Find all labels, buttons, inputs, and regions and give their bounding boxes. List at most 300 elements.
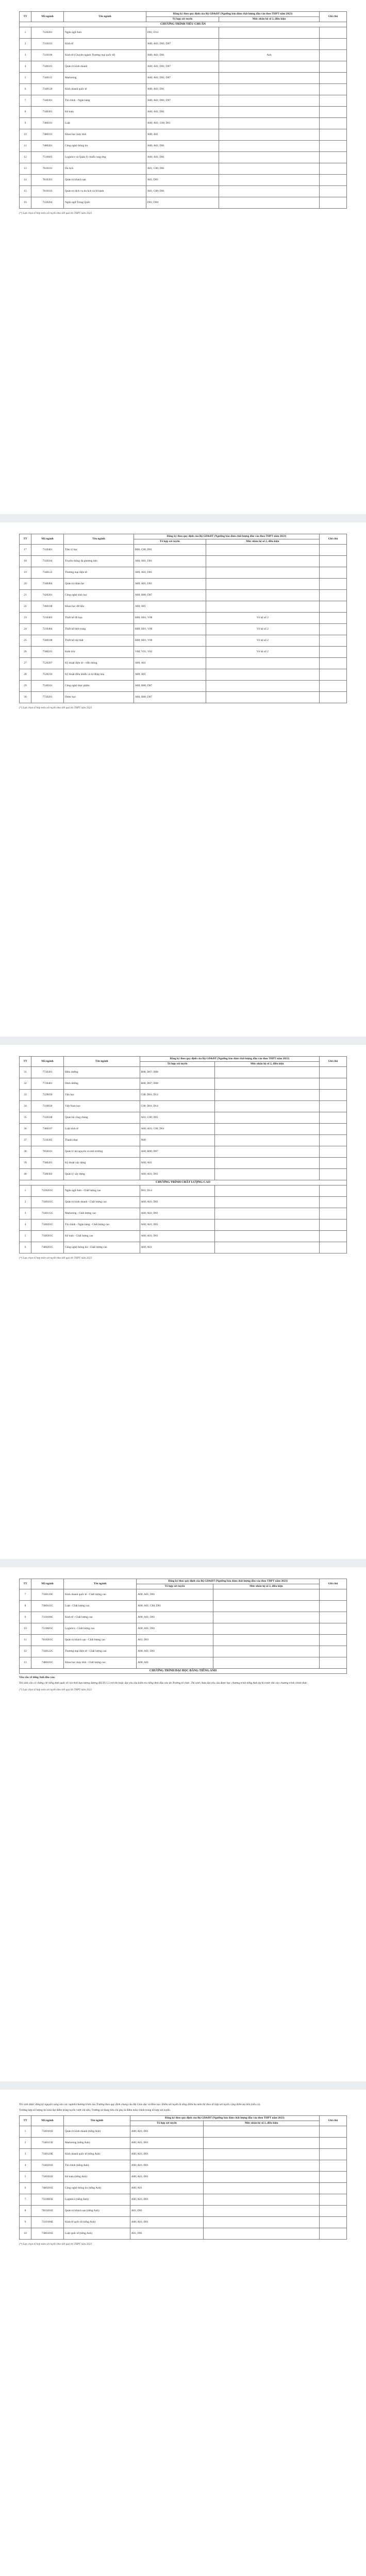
cell-threshold bbox=[219, 39, 320, 50]
cell-threshold bbox=[215, 1146, 320, 1157]
cell-stt: 4 bbox=[20, 2160, 31, 2171]
cell-name: Việt Nam học bbox=[64, 1100, 140, 1112]
col-threshold: Mức nhân hệ số 2, điều kiện bbox=[204, 2121, 320, 2126]
cell-name: Ngôn ngữ Anh bbox=[64, 27, 146, 39]
cell-threshold bbox=[219, 118, 320, 129]
cell-name: Kinh doanh quốc tế - Chất lượng cao bbox=[64, 1589, 137, 1600]
cell-note bbox=[320, 163, 347, 175]
page-1-content bbox=[19, 11, 347, 215]
table-row bbox=[20, 2216, 347, 2228]
cell-name: Thiết kế thời trang bbox=[64, 623, 134, 635]
cell-threshold bbox=[204, 2228, 320, 2239]
col-note: Ghi chú bbox=[320, 1579, 347, 1589]
cell-code: 7310101 bbox=[31, 39, 64, 50]
cell-note bbox=[320, 1231, 347, 1242]
cell-note bbox=[320, 107, 347, 118]
cell-threshold bbox=[219, 163, 320, 175]
cell-code: 7220201C bbox=[31, 1185, 64, 1197]
cell-threshold bbox=[215, 1231, 320, 1242]
cell-combo: A01; C00; D01 bbox=[140, 1112, 215, 1123]
cell-threshold bbox=[204, 2182, 320, 2194]
cell-note bbox=[320, 555, 347, 567]
cell-note bbox=[320, 2137, 347, 2148]
cell-stt: 9 bbox=[20, 2216, 31, 2228]
cell-threshold bbox=[204, 2194, 320, 2205]
cell-combo: A00; A01 bbox=[134, 669, 206, 680]
cell-threshold: Vẽ hệ số 2 bbox=[206, 612, 319, 623]
cell-threshold bbox=[215, 1197, 320, 1208]
cell-note bbox=[320, 2126, 347, 2137]
cell-combo: A00; A01; D01 bbox=[140, 1231, 215, 1242]
cell-note bbox=[320, 129, 347, 141]
table-row bbox=[20, 1623, 347, 1634]
cell-stt: 15 bbox=[20, 186, 31, 197]
cell-code: 7220201 bbox=[31, 27, 64, 39]
cell-name: Tài chính (tiếng Anh) bbox=[64, 2160, 130, 2171]
table-row bbox=[20, 118, 347, 129]
cell-combo: A00; A01; D01 bbox=[130, 2126, 204, 2137]
cell-code: 7420201 bbox=[31, 589, 64, 601]
cell-stt: 12 bbox=[20, 1646, 31, 1657]
program-table-5 bbox=[19, 2115, 347, 2240]
cell-stt: 4 bbox=[20, 61, 31, 73]
cell-combo: D01; D14 bbox=[140, 1185, 215, 1197]
section-heading: CHƯƠNG TRÌNH CHẤT LƯỢNG CAO bbox=[20, 1180, 347, 1185]
cell-combo: A00; A01; D01; D07 bbox=[146, 73, 219, 84]
table-row bbox=[20, 27, 347, 39]
cell-note bbox=[320, 1612, 347, 1623]
cell-stt: 8 bbox=[20, 2205, 31, 2216]
col-note: Ghi chú bbox=[320, 12, 347, 22]
cell-note bbox=[320, 141, 347, 152]
col-top: Đăng ký theo quy định của Bộ GD&ĐT (Ngưỡng bảo đảm chất lượng đầu vào theo THPT năm 2023) bbox=[130, 2116, 319, 2121]
cell-stt: 21 bbox=[20, 589, 31, 601]
table-row bbox=[20, 2194, 347, 2205]
cell-note bbox=[320, 186, 347, 197]
cell-code: 7510605E bbox=[31, 2194, 64, 2205]
cell-note bbox=[320, 2228, 347, 2239]
cell-combo: H00; H01; V00 bbox=[134, 612, 206, 623]
footnote: (*) Lựa chọn tổ hợp môn xét tuyển theo kết quả thi THPT năm 2023 bbox=[19, 706, 92, 709]
cell-name: Dược học bbox=[64, 691, 134, 703]
col-name: Tên ngành bbox=[64, 534, 134, 545]
cell-threshold bbox=[204, 2171, 320, 2182]
cell-code: 7510605C bbox=[31, 1623, 64, 1634]
cell-combo: A00; A01; D01 bbox=[140, 1168, 215, 1180]
col-note: Ghi chú bbox=[320, 534, 347, 545]
cell-combo: A00; A01; D01 bbox=[130, 2137, 204, 2148]
cell-stt: 37 bbox=[20, 1134, 31, 1146]
col-combo: Tổ hợp xét tuyển bbox=[130, 2121, 204, 2126]
cell-code: 7480101 bbox=[31, 129, 64, 141]
cell-stt: 17 bbox=[20, 544, 31, 555]
cell-threshold bbox=[215, 1089, 320, 1100]
cell-code: 7720201 bbox=[31, 691, 64, 703]
cell-stt: 10 bbox=[20, 129, 31, 141]
cell-note bbox=[320, 1219, 347, 1231]
col-combo: Tổ hợp xét tuyển bbox=[140, 1061, 215, 1066]
table-row bbox=[20, 39, 347, 50]
col-name: Tên ngành bbox=[64, 1579, 137, 1589]
cell-combo: A01; D01 bbox=[137, 1634, 213, 1646]
cell-threshold bbox=[219, 27, 320, 39]
cell-note bbox=[320, 669, 347, 680]
cell-code: 7810103 bbox=[31, 186, 64, 197]
cell-code: 7720301 bbox=[31, 1066, 64, 1078]
cell-name: Luật quốc tế (tiếng Anh) bbox=[64, 2228, 130, 2239]
cell-combo: A00; A01; D01; D07 bbox=[146, 39, 219, 50]
table-row bbox=[20, 107, 347, 118]
cell-name: Quan hệ công chúng bbox=[64, 1112, 140, 1123]
cell-code: 7720401 bbox=[31, 1078, 64, 1089]
page-gap bbox=[0, 1037, 366, 1045]
cell-code: 7340122 bbox=[31, 567, 64, 578]
cell-note bbox=[320, 84, 347, 95]
cell-stt: 27 bbox=[20, 657, 31, 669]
cell-combo: A00; A01; C00; D01 bbox=[140, 1123, 215, 1134]
cell-stt: 10 bbox=[20, 2228, 31, 2239]
cell-name: Quản lý xây dựng bbox=[64, 1168, 140, 1180]
cell-stt: 11 bbox=[20, 1634, 31, 1646]
table-row bbox=[20, 1123, 347, 1134]
table-row bbox=[20, 1208, 347, 1219]
table-row bbox=[20, 1231, 347, 1242]
cell-combo: A00; A01; D01 bbox=[146, 50, 219, 61]
section-heading: CHƯƠNG TRÌNH ĐẠI HỌC BẰNG TIẾNG ANH bbox=[20, 1668, 347, 1674]
table-row bbox=[20, 646, 347, 657]
cell-note bbox=[320, 73, 347, 84]
cell-code: 7380101C bbox=[31, 1600, 64, 1612]
cell-note bbox=[320, 2194, 347, 2205]
cell-combo: A00; A01 bbox=[134, 601, 206, 612]
cell-note bbox=[320, 2216, 347, 2228]
cell-name: Tài chính - Ngân hàng - Chất lượng cao bbox=[64, 1219, 140, 1231]
cell-combo: A00; A01; D01 bbox=[137, 1646, 213, 1657]
cell-stt: 29 bbox=[20, 680, 31, 691]
cell-combo: A00; A01; D01; D07 bbox=[146, 61, 219, 73]
cell-note bbox=[320, 623, 347, 635]
col-note: Ghi chú bbox=[320, 1057, 347, 1067]
table-row bbox=[20, 2137, 347, 2148]
table-row bbox=[20, 186, 347, 197]
col-top: Đăng ký theo quy định của Bộ GD&ĐT (Ngưỡng bảo đảm chất lượng đầu vào theo THPT năm 2023) bbox=[140, 1057, 319, 1062]
cell-stt: 12 bbox=[20, 152, 31, 163]
cell-name: Thương mại điện tử - Chất lượng cao bbox=[64, 1646, 137, 1657]
cell-code: 7310401 bbox=[31, 544, 64, 555]
cell-stt: 8 bbox=[20, 1600, 31, 1612]
table-row bbox=[20, 544, 347, 555]
table-row bbox=[20, 1242, 347, 1253]
cell-note bbox=[320, 61, 347, 73]
cell-note bbox=[320, 2205, 347, 2216]
cell-threshold bbox=[213, 1634, 319, 1646]
cell-note bbox=[320, 657, 347, 669]
page-4 bbox=[0, 1567, 366, 2081]
table-row bbox=[20, 612, 347, 623]
cell-name: Điều dưỡng bbox=[64, 1066, 140, 1078]
cell-combo: A00; A01 bbox=[134, 657, 206, 669]
cell-stt: 26 bbox=[20, 646, 31, 657]
cell-combo: B00; D07; D08 bbox=[140, 1078, 215, 1089]
cell-name: Luật bbox=[64, 118, 146, 129]
cell-threshold bbox=[213, 1623, 319, 1634]
cell-note bbox=[320, 2148, 347, 2160]
cell-code: 7340404 bbox=[31, 578, 64, 589]
cell-note bbox=[320, 1242, 347, 1253]
cell-code: 7380101 bbox=[31, 118, 64, 129]
cell-combo: A00; A01; D01 bbox=[130, 2171, 204, 2182]
cell-name: Kinh tế bbox=[64, 39, 146, 50]
cell-threshold: Vẽ hệ số 2 bbox=[206, 635, 319, 646]
cell-combo: A01; D01 bbox=[130, 2205, 204, 2216]
cell-threshold bbox=[219, 175, 320, 186]
cell-stt: 3 bbox=[20, 1208, 31, 1219]
cell-combo: A00; A01; D01 bbox=[130, 2216, 204, 2228]
col-code: Mã ngành bbox=[31, 2116, 64, 2126]
cell-name: Marketing - Chất lượng cao bbox=[64, 1208, 140, 1219]
cell-note bbox=[320, 1646, 347, 1657]
cell-combo: C00; D01; D14 bbox=[140, 1100, 215, 1112]
col-name: Tên ngành bbox=[64, 12, 146, 22]
cell-name: Quản trị kinh doanh (tiếng Anh) bbox=[64, 2126, 130, 2137]
cell-stt: 35 bbox=[20, 1112, 31, 1123]
cell-code: 7340120C bbox=[31, 1589, 64, 1600]
cell-threshold bbox=[213, 1612, 319, 1623]
table-row bbox=[20, 84, 347, 95]
cell-combo: A01; D01 bbox=[146, 175, 219, 186]
cell-threshold bbox=[213, 1589, 319, 1600]
cell-stt: 5 bbox=[20, 1231, 31, 1242]
table-row bbox=[20, 623, 347, 635]
col-stt: TT bbox=[20, 12, 31, 22]
cell-threshold bbox=[219, 141, 320, 152]
cell-code: 7340301 bbox=[31, 107, 64, 118]
cell-name: Công nghệ thông tin bbox=[64, 141, 146, 152]
cell-stt: 3 bbox=[20, 2148, 31, 2160]
cell-stt: 4 bbox=[20, 1219, 31, 1231]
cell-combo: A01; C00; D01 bbox=[146, 186, 219, 197]
cell-code: 7340115C bbox=[31, 1208, 64, 1219]
table-header-row bbox=[20, 12, 347, 17]
cell-note bbox=[320, 1634, 347, 1646]
table-row bbox=[20, 1066, 347, 1078]
cell-name: Quản trị khách sạn (tiếng Anh) bbox=[64, 2205, 130, 2216]
cell-threshold bbox=[215, 1123, 320, 1134]
table-row bbox=[20, 1600, 347, 1612]
paragraph: Trường hợp số lượng thí sinh đạt điểm trúng tuyển vượt chỉ tiêu, Trường sử dụng tiêu chí phụ là điểm môn chính trong tổ hợp xét tuyển. bbox=[19, 2109, 171, 2112]
cell-threshold bbox=[215, 1112, 320, 1123]
cell-combo: A00; A01; D01 bbox=[134, 555, 206, 567]
table-row bbox=[20, 152, 347, 163]
cell-name: Văn học bbox=[64, 1089, 140, 1100]
cell-code: 7210205 bbox=[31, 1134, 64, 1146]
cell-threshold bbox=[219, 95, 320, 107]
col-threshold: Mức nhân hệ số 2, điều kiện bbox=[215, 1061, 320, 1066]
cell-note bbox=[320, 50, 347, 61]
page-4-content bbox=[19, 1579, 347, 1691]
cell-note bbox=[320, 1134, 347, 1146]
cell-threshold bbox=[204, 2160, 320, 2171]
cell-code: 7340122C bbox=[31, 1646, 64, 1657]
cell-stt: 31 bbox=[20, 1066, 31, 1078]
cell-stt: 18 bbox=[20, 555, 31, 567]
cell-combo: A00; A01; C00; D01 bbox=[146, 118, 219, 129]
cell-code: 7810101 bbox=[31, 163, 64, 175]
cell-name: Marketing (tiếng Anh) bbox=[64, 2137, 130, 2148]
cell-threshold bbox=[219, 129, 320, 141]
cell-code: 7480201C bbox=[31, 1242, 64, 1253]
table-row bbox=[20, 2182, 347, 2194]
cell-threshold bbox=[219, 84, 320, 95]
cell-threshold bbox=[219, 186, 320, 197]
cell-stt: 8 bbox=[20, 107, 31, 118]
table-row bbox=[20, 1112, 347, 1123]
table-row bbox=[20, 589, 347, 601]
cell-combo: A00; A01; D01 bbox=[140, 1219, 215, 1231]
cell-code: 7810201 bbox=[31, 175, 64, 186]
cell-note bbox=[320, 691, 347, 703]
cell-combo: H00; H01; V00 bbox=[134, 623, 206, 635]
cell-stt: 9 bbox=[20, 1612, 31, 1623]
col-note: Ghi chú bbox=[320, 2116, 347, 2126]
cell-combo: D01; D04 bbox=[146, 197, 219, 209]
cell-name: Luật kinh tế bbox=[64, 1123, 140, 1134]
cell-name: Khoa học máy tính bbox=[64, 129, 146, 141]
cell-code: 7460108 bbox=[31, 601, 64, 612]
cell-code: 7340115 bbox=[31, 73, 64, 84]
table-row bbox=[20, 669, 347, 680]
page-5-content bbox=[19, 2101, 347, 2246]
col-top: Đăng ký theo quy định của Bộ GD&ĐT (Ngưỡng bảo đảm chất lượng đầu vào theo THPT năm 2023) bbox=[137, 1579, 320, 1584]
cell-stt: 40 bbox=[20, 1168, 31, 1180]
cell-combo: A00; A01; D01 bbox=[130, 2194, 204, 2205]
footnote: (*) Lựa chọn tổ hợp môn xét tuyển theo kết quả thi THPT năm 2023 bbox=[19, 1688, 92, 1692]
cell-code: 7340201C bbox=[31, 1219, 64, 1231]
table-row bbox=[20, 1612, 347, 1623]
cell-code: 7340120E bbox=[31, 2148, 64, 2160]
cell-threshold bbox=[215, 1242, 320, 1253]
cell-combo: A00; A01; D01 bbox=[134, 578, 206, 589]
cell-stt: 19 bbox=[20, 567, 31, 578]
page-3-content bbox=[19, 1056, 347, 1260]
footnote: (*) Lựa chọn tổ hợp môn xét tuyển theo kết quả thi THPT năm 2023 bbox=[19, 2242, 92, 2246]
cell-threshold: Anh bbox=[219, 50, 320, 61]
cell-code: 7220204 bbox=[31, 197, 64, 209]
table-header-row bbox=[20, 1057, 347, 1062]
cell-name: Quản trị kinh doanh - Chất lượng cao bbox=[64, 1197, 140, 1208]
paragraph: Thí sinh cần có chứng chỉ tiếng Anh quốc tế còn thời hạn tương đương IELTS 5.5 trở lên hoặc đạt yêu cầu kiểm tra tiếng Anh đầu vào do Trường tổ chức. Thí sinh chưa đạt yêu cầu được học chương trình tiếng Anh dự bị trước khi vào chương trình chính thức. bbox=[19, 1682, 308, 1685]
cell-threshold bbox=[206, 589, 319, 601]
cell-combo: A00; A01; D01 bbox=[140, 1197, 215, 1208]
cell-note bbox=[320, 2171, 347, 2182]
cell-threshold bbox=[215, 1157, 320, 1168]
cell-combo: A00; A01 bbox=[146, 129, 219, 141]
cell-code: 7480101C bbox=[31, 1657, 64, 1668]
col-code: Mã ngành bbox=[31, 12, 64, 22]
cell-stt: 13 bbox=[20, 1657, 31, 1668]
subheading: Yêu cầu về tiếng Anh đầu vào: bbox=[19, 1676, 56, 1679]
cell-code: 7850101 bbox=[31, 1146, 64, 1157]
cell-note bbox=[320, 1146, 347, 1157]
cell-name: Logistics (tiếng Anh) bbox=[64, 2194, 130, 2205]
cell-stt: 11 bbox=[20, 141, 31, 152]
cell-note bbox=[320, 1066, 347, 1078]
cell-combo: A01; C00; D01 bbox=[146, 163, 219, 175]
cell-threshold bbox=[219, 107, 320, 118]
cell-threshold bbox=[215, 1219, 320, 1231]
cell-name: Du lịch bbox=[64, 163, 146, 175]
cell-threshold bbox=[219, 152, 320, 163]
cell-threshold: Vẽ hệ số 2 bbox=[206, 623, 319, 635]
cell-name: Thanh nhạc bbox=[64, 1134, 140, 1146]
cell-threshold bbox=[219, 73, 320, 84]
table-row bbox=[20, 601, 347, 612]
cell-stt: 23 bbox=[20, 612, 31, 623]
cell-note bbox=[320, 1089, 347, 1100]
cell-combo: A00; A01; D01 bbox=[137, 1612, 213, 1623]
cell-combo: B00; D07; D08 bbox=[140, 1066, 215, 1078]
cell-note bbox=[320, 1623, 347, 1634]
cell-combo: D01; D14 bbox=[146, 27, 219, 39]
cell-note bbox=[320, 1208, 347, 1219]
col-combo: Tổ hợp xét tuyển bbox=[137, 1584, 213, 1589]
cell-combo: A00; A01; D01 bbox=[137, 1589, 213, 1600]
cell-stt: 38 bbox=[20, 1146, 31, 1157]
cell-stt: 6 bbox=[20, 2182, 31, 2194]
table-row bbox=[20, 1146, 347, 1157]
cell-combo: V00; V01; V02 bbox=[134, 646, 206, 657]
cell-stt: 16 bbox=[20, 197, 31, 209]
cell-stt: 39 bbox=[20, 1157, 31, 1168]
cell-note bbox=[320, 197, 347, 209]
cell-note bbox=[320, 39, 347, 50]
cell-name: Logistics và Quản lý chuỗi cung ứng bbox=[64, 152, 146, 163]
table-row bbox=[20, 1134, 347, 1146]
cell-note bbox=[320, 175, 347, 186]
cell-combo: A00; A01 bbox=[140, 1157, 215, 1168]
cell-combo: H00; H01; V00 bbox=[134, 635, 206, 646]
cell-name: Kinh tế (Chuyên ngành Thương mại quốc tế) bbox=[64, 50, 146, 61]
cell-note bbox=[320, 1123, 347, 1134]
cell-name: Kinh doanh quốc tế (tiếng Anh) bbox=[64, 2148, 130, 2160]
cell-code: 7580108 bbox=[31, 635, 64, 646]
col-threshold: Mức nhân hệ số 2, điều kiện bbox=[219, 16, 320, 22]
cell-name: Marketing bbox=[64, 73, 146, 84]
table-row bbox=[20, 2171, 347, 2182]
cell-code: 7310106C bbox=[31, 1612, 64, 1623]
table-row bbox=[20, 2228, 347, 2239]
table-row bbox=[20, 61, 347, 73]
cell-threshold bbox=[206, 680, 319, 691]
table-row bbox=[20, 175, 347, 186]
cell-stt: 34 bbox=[20, 1100, 31, 1112]
cell-stt: 7 bbox=[20, 95, 31, 107]
cell-threshold bbox=[213, 1657, 319, 1668]
cell-note bbox=[320, 152, 347, 163]
cell-stt: 32 bbox=[20, 1078, 31, 1089]
cell-threshold bbox=[215, 1100, 320, 1112]
cell-code: 7510605 bbox=[31, 152, 64, 163]
cell-name: Kỹ thuật xây dựng bbox=[64, 1157, 140, 1168]
cell-note bbox=[320, 1157, 347, 1168]
cell-name: Khoa học dữ liệu bbox=[64, 601, 134, 612]
cell-threshold bbox=[206, 555, 319, 567]
cell-stt: 9 bbox=[20, 118, 31, 129]
table-row bbox=[20, 95, 347, 107]
cell-stt: 5 bbox=[20, 73, 31, 84]
table-row bbox=[20, 1589, 347, 1600]
cell-note bbox=[320, 635, 347, 646]
